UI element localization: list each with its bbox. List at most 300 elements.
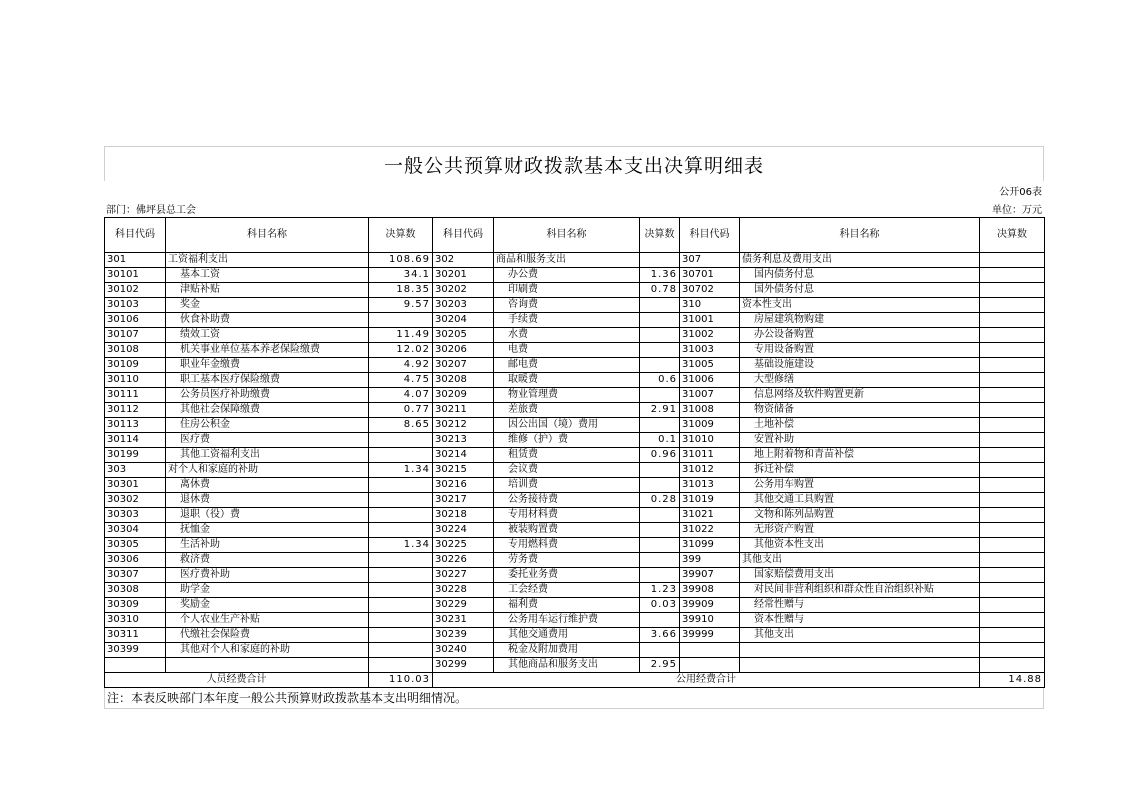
subject-code-1: 30301: [105, 478, 166, 493]
subject-code-1: 30109: [105, 358, 166, 373]
public-total-value: 14.88: [980, 673, 1045, 688]
subject-code-3: 39907: [680, 568, 740, 583]
table-row: [105, 418, 1045, 433]
final-amount-1: [369, 448, 433, 463]
subject-code-3: 31005: [680, 358, 740, 373]
subject-name-1: 职业年金缴费: [166, 358, 369, 373]
final-amount-1: 34.1: [369, 268, 433, 283]
subject-code-2: 30207: [433, 358, 494, 373]
final-amount-1: 9.57: [369, 298, 433, 313]
subject-name-2: 取暖费: [494, 373, 640, 388]
final-amount-2: [640, 478, 680, 493]
table-row: [105, 433, 1045, 448]
subject-name-2: 委托业务费: [494, 568, 640, 583]
final-amount-2: 2.91: [640, 403, 680, 418]
final-amount-3: [980, 583, 1045, 598]
final-amount-2: [640, 388, 680, 403]
table-row: [105, 538, 1045, 553]
totals-row: [105, 673, 1045, 688]
subject-code-2: 30229: [433, 598, 494, 613]
final-amount-3: [980, 253, 1045, 268]
subject-code-1: 30304: [105, 523, 166, 538]
final-amount-2: 0.1: [640, 433, 680, 448]
subject-code-1: 30101: [105, 268, 166, 283]
subject-name-1: 救济费: [166, 553, 369, 568]
table-row: [105, 643, 1045, 658]
final-amount-2: [640, 523, 680, 538]
table-row: [105, 343, 1045, 358]
table-row: [105, 613, 1045, 628]
subject-code-2: 30228: [433, 583, 494, 598]
header-code-1: 科目代码: [105, 218, 166, 253]
final-amount-3: [980, 658, 1045, 673]
subject-code-2: 30227: [433, 568, 494, 583]
subject-name-1: 基本工资: [166, 268, 369, 283]
final-amount-2: 0.78: [640, 283, 680, 298]
final-amount-2: 0.6: [640, 373, 680, 388]
subject-name-1: 职工基本医疗保险缴费: [166, 373, 369, 388]
subject-name-1: 津贴补贴: [166, 283, 369, 298]
final-amount-2: [640, 508, 680, 523]
subject-code-3: 39908: [680, 583, 740, 598]
meta-row: [104, 199, 1044, 217]
final-amount-3: [980, 628, 1045, 643]
title-row: [104, 146, 1044, 181]
final-amount-1: 12.02: [369, 343, 433, 358]
table-row: [105, 448, 1045, 463]
table-row: [105, 463, 1045, 478]
subject-code-2: 30216: [433, 478, 494, 493]
subject-name-1: 工资福利支出: [166, 253, 369, 268]
subject-name-2: 差旅费: [494, 403, 640, 418]
subject-name-2: 公务接待费: [494, 493, 640, 508]
page-title: 一般公共预算财政拨款基本支出决算明细表: [383, 154, 764, 177]
table-row: [105, 523, 1045, 538]
subject-name-3: 拆迁补偿: [740, 463, 980, 478]
final-amount-3: [980, 568, 1045, 583]
table-row: [105, 493, 1045, 508]
table-row: [105, 403, 1045, 418]
subject-code-2: 302: [433, 253, 494, 268]
table-row: [105, 283, 1045, 298]
subject-name-3: 基础设施建设: [740, 358, 980, 373]
subject-code-3: 31003: [680, 343, 740, 358]
final-amount-3: [980, 538, 1045, 553]
subject-code-2: 30205: [433, 328, 494, 343]
final-amount-1: 4.07: [369, 388, 433, 403]
final-amount-2: 1.23: [640, 583, 680, 598]
final-amount-2: [640, 343, 680, 358]
subject-code-2: 30203: [433, 298, 494, 313]
final-amount-3: [980, 463, 1045, 478]
subject-name-1: 生活补助: [166, 538, 369, 553]
subject-name-3: 国外债务付息: [740, 283, 980, 298]
final-amount-1: [369, 583, 433, 598]
subject-code-3: 31009: [680, 418, 740, 433]
subject-name-1: 医疗费: [166, 433, 369, 448]
subject-code-3: 307: [680, 253, 740, 268]
unit-label: 单位：万元: [992, 204, 1042, 216]
final-amount-3: [980, 298, 1045, 313]
final-amount-2: [640, 538, 680, 553]
subject-code-3: 30702: [680, 283, 740, 298]
final-amount-2: [640, 553, 680, 568]
subject-code-3: [680, 658, 740, 673]
table-header-row: [105, 218, 1045, 253]
subject-name-2: 税金及附加费用: [494, 643, 640, 658]
subject-code-3: 31012: [680, 463, 740, 478]
final-amount-2: [640, 298, 680, 313]
subject-code-1: 30307: [105, 568, 166, 583]
subject-name-2: 水费: [494, 328, 640, 343]
final-amount-3: [980, 493, 1045, 508]
subject-code-2: 30204: [433, 313, 494, 328]
subject-code-2: 30240: [433, 643, 494, 658]
subject-name-1: 其他工资福利支出: [166, 448, 369, 463]
final-amount-2: [640, 463, 680, 478]
form-number: 公开06表: [999, 186, 1042, 198]
final-amount-1: 1.34: [369, 538, 433, 553]
subject-code-3: 30701: [680, 268, 740, 283]
subject-code-2: 30225: [433, 538, 494, 553]
final-amount-2: [640, 253, 680, 268]
final-amount-2: [640, 328, 680, 343]
final-amount-1: [369, 433, 433, 448]
table-row: [105, 628, 1045, 643]
personnel-total-label: 人员经费合计: [105, 673, 369, 688]
expenditure-table: [104, 217, 1045, 688]
subject-code-3: 31006: [680, 373, 740, 388]
final-amount-3: [980, 598, 1045, 613]
subject-name-3: 专用设备购置: [740, 343, 980, 358]
subject-name-2: 公务用车运行维护费: [494, 613, 640, 628]
subject-code-1: 30308: [105, 583, 166, 598]
table-row: [105, 478, 1045, 493]
subject-name-2: 被装购置费: [494, 523, 640, 538]
final-amount-3: [980, 478, 1045, 493]
subject-code-3: 31021: [680, 508, 740, 523]
subject-code-1: 30199: [105, 448, 166, 463]
subject-code-1: 30306: [105, 553, 166, 568]
subject-name-1: 公务员医疗补助缴费: [166, 388, 369, 403]
table-row: [105, 553, 1045, 568]
final-amount-3: [980, 373, 1045, 388]
subject-name-1: 抚恤金: [166, 523, 369, 538]
final-amount-1: [369, 553, 433, 568]
subject-name-2: 咨询费: [494, 298, 640, 313]
subject-code-3: 399: [680, 553, 740, 568]
final-amount-1: [369, 508, 433, 523]
subject-code-2: 30214: [433, 448, 494, 463]
final-amount-2: [640, 613, 680, 628]
table-row: [105, 373, 1045, 388]
subject-name-3: 其他支出: [740, 628, 980, 643]
subject-name-3: 国内债务付息: [740, 268, 980, 283]
table-row: [105, 268, 1045, 283]
subject-code-3: 31002: [680, 328, 740, 343]
final-amount-3: [980, 613, 1045, 628]
final-amount-1: [369, 613, 433, 628]
header-amount-1: 决算数: [369, 218, 433, 253]
subject-code-3: 31007: [680, 388, 740, 403]
subject-code-1: 30303: [105, 508, 166, 523]
subject-code-1: 30302: [105, 493, 166, 508]
subject-name-3: 安置补助: [740, 433, 980, 448]
subject-code-1: 30102: [105, 283, 166, 298]
final-amount-1: [369, 478, 433, 493]
subject-name-2: 福利费: [494, 598, 640, 613]
final-amount-2: [640, 643, 680, 658]
final-amount-2: 1.36: [640, 268, 680, 283]
final-amount-3: [980, 268, 1045, 283]
subject-name-3: 资本性赠与: [740, 613, 980, 628]
subject-name-2: 培训费: [494, 478, 640, 493]
subject-code-2: 30211: [433, 403, 494, 418]
subject-code-2: 30231: [433, 613, 494, 628]
subject-code-1: 30107: [105, 328, 166, 343]
subject-name-2: 邮电费: [494, 358, 640, 373]
subject-name-2: 会议费: [494, 463, 640, 478]
final-amount-2: [640, 358, 680, 373]
subject-name-3: 房屋建筑物购建: [740, 313, 980, 328]
final-amount-3: [980, 283, 1045, 298]
final-amount-3: [980, 328, 1045, 343]
final-amount-1: [369, 598, 433, 613]
budget-sheet: [104, 146, 1044, 709]
table-row: [105, 583, 1045, 598]
subject-code-1: 30311: [105, 628, 166, 643]
form-number-row: [104, 181, 1044, 199]
subject-name-1: 退职（役）费: [166, 508, 369, 523]
final-amount-3: [980, 448, 1045, 463]
final-amount-3: [980, 433, 1045, 448]
final-amount-2: [640, 418, 680, 433]
subject-name-1: 助学金: [166, 583, 369, 598]
subject-name-2: 专用燃料费: [494, 538, 640, 553]
subject-name-3: 文物和陈列品购置: [740, 508, 980, 523]
header-name-1: 科目名称: [166, 218, 369, 253]
final-amount-1: 8.65: [369, 418, 433, 433]
subject-name-2: 手续费: [494, 313, 640, 328]
final-amount-3: [980, 358, 1045, 373]
final-amount-1: 0.77: [369, 403, 433, 418]
final-amount-1: [369, 568, 433, 583]
subject-code-2: 30213: [433, 433, 494, 448]
final-amount-3: [980, 343, 1045, 358]
table-body: [105, 253, 1045, 673]
subject-code-3: 39999: [680, 628, 740, 643]
table-row: [105, 658, 1045, 673]
subject-code-1: 30310: [105, 613, 166, 628]
subject-name-3: 其他资本性支出: [740, 538, 980, 553]
subject-name-3: 公务用车购置: [740, 478, 980, 493]
header-code-2: 科目代码: [433, 218, 494, 253]
subject-name-2: 其他商品和服务支出: [494, 658, 640, 673]
header-name-3: 科目名称: [740, 218, 980, 253]
subject-code-3: 31010: [680, 433, 740, 448]
subject-name-1: 奖金: [166, 298, 369, 313]
subject-name-2: 印刷费: [494, 283, 640, 298]
subject-code-1: 30305: [105, 538, 166, 553]
subject-name-1: 代缴社会保险费: [166, 628, 369, 643]
subject-name-3: 无形资产购置: [740, 523, 980, 538]
subject-code-2: 30208: [433, 373, 494, 388]
subject-code-1: 30113: [105, 418, 166, 433]
final-amount-2: 3.66: [640, 628, 680, 643]
subject-code-3: 310: [680, 298, 740, 313]
subject-name-2: 租赁费: [494, 448, 640, 463]
subject-code-2: 30226: [433, 553, 494, 568]
subject-name-1: 机关事业单位基本养老保险缴费: [166, 343, 369, 358]
subject-code-1: 30114: [105, 433, 166, 448]
subject-name-3: 办公设备购置: [740, 328, 980, 343]
subject-name-2: 电费: [494, 343, 640, 358]
final-amount-1: 11.49: [369, 328, 433, 343]
subject-name-1: 个人农业生产补贴: [166, 613, 369, 628]
final-amount-1: [369, 628, 433, 643]
final-amount-1: 108.69: [369, 253, 433, 268]
final-amount-2: 2.95: [640, 658, 680, 673]
subject-name-2: 专用材料费: [494, 508, 640, 523]
subject-code-3: 31019: [680, 493, 740, 508]
final-amount-3: [980, 388, 1045, 403]
subject-code-1: 30110: [105, 373, 166, 388]
subject-code-2: 30212: [433, 418, 494, 433]
subject-code-2: 30215: [433, 463, 494, 478]
header-name-2: 科目名称: [494, 218, 640, 253]
subject-name-2: 劳务费: [494, 553, 640, 568]
table-row: [105, 253, 1045, 268]
subject-name-1: 退休费: [166, 493, 369, 508]
subject-code-2: 30218: [433, 508, 494, 523]
final-amount-3: [980, 643, 1045, 658]
subject-name-1: 离休费: [166, 478, 369, 493]
subject-name-3: 土地补偿: [740, 418, 980, 433]
final-amount-2: 0.96: [640, 448, 680, 463]
table-row: [105, 388, 1045, 403]
header-code-3: 科目代码: [680, 218, 740, 253]
footnote: 注：本表反映部门本年度一般公共预算财政拨款基本支出明细情况。: [104, 688, 1044, 709]
final-amount-2: 0.28: [640, 493, 680, 508]
subject-name-3: 地上附着物和青苗补偿: [740, 448, 980, 463]
subject-code-3: [680, 643, 740, 658]
subject-code-1: 30399: [105, 643, 166, 658]
table-row: [105, 313, 1045, 328]
subject-code-3: 31001: [680, 313, 740, 328]
subject-code-2: 30217: [433, 493, 494, 508]
final-amount-3: [980, 313, 1045, 328]
subject-name-1: 其他社会保障缴费: [166, 403, 369, 418]
subject-name-1: 其他对个人和家庭的补助: [166, 643, 369, 658]
table-row: [105, 568, 1045, 583]
subject-code-1: [105, 658, 166, 673]
subject-name-1: 对个人和家庭的补助: [166, 463, 369, 478]
final-amount-2: 0.03: [640, 598, 680, 613]
table-row: [105, 598, 1045, 613]
subject-code-1: 301: [105, 253, 166, 268]
subject-code-2: 30209: [433, 388, 494, 403]
subject-code-2: 30201: [433, 268, 494, 283]
final-amount-2: [640, 568, 680, 583]
subject-name-2: 因公出国（境）费用: [494, 418, 640, 433]
final-amount-1: 4.92: [369, 358, 433, 373]
subject-code-1: 30108: [105, 343, 166, 358]
subject-code-1: 30103: [105, 298, 166, 313]
final-amount-1: 1.34: [369, 463, 433, 478]
final-amount-3: [980, 508, 1045, 523]
subject-name-3: 对民间非营利组织和群众性自治组织补贴: [740, 583, 980, 598]
subject-name-2: 物业管理费: [494, 388, 640, 403]
final-amount-3: [980, 403, 1045, 418]
department-label: 部门：佛坪县总工会: [106, 204, 196, 216]
subject-name-3: 物资储备: [740, 403, 980, 418]
final-amount-1: [369, 493, 433, 508]
subject-name-3: [740, 643, 980, 658]
subject-name-3: 其他交通工具购置: [740, 493, 980, 508]
subject-code-2: 30202: [433, 283, 494, 298]
subject-name-1: [166, 658, 369, 673]
subject-code-3: 31022: [680, 523, 740, 538]
final-amount-1: [369, 523, 433, 538]
subject-name-2: 工会经费: [494, 583, 640, 598]
header-amount-2: 决算数: [640, 218, 680, 253]
subject-code-1: 30106: [105, 313, 166, 328]
subject-name-2: 办公费: [494, 268, 640, 283]
public-total-label: 公用经费合计: [433, 673, 980, 688]
subject-code-3: 31008: [680, 403, 740, 418]
subject-name-1: 绩效工资: [166, 328, 369, 343]
subject-code-1: 30112: [105, 403, 166, 418]
final-amount-1: 18.35: [369, 283, 433, 298]
final-amount-1: [369, 313, 433, 328]
personnel-total-value: 110.03: [369, 673, 433, 688]
subject-code-2: 30206: [433, 343, 494, 358]
final-amount-2: [640, 313, 680, 328]
subject-code-1: 303: [105, 463, 166, 478]
subject-name-3: 国家赔偿费用支出: [740, 568, 980, 583]
subject-name-3: 债务利息及费用支出: [740, 253, 980, 268]
subject-code-2: 30224: [433, 523, 494, 538]
subject-name-2: 其他交通费用: [494, 628, 640, 643]
final-amount-3: [980, 418, 1045, 433]
subject-name-3: [740, 658, 980, 673]
subject-name-3: 其他支出: [740, 553, 980, 568]
subject-code-3: 39910: [680, 613, 740, 628]
subject-code-2: 30299: [433, 658, 494, 673]
final-amount-3: [980, 523, 1045, 538]
table-row: [105, 298, 1045, 313]
subject-code-1: 30309: [105, 598, 166, 613]
final-amount-1: [369, 658, 433, 673]
subject-name-3: 经常性赠与: [740, 598, 980, 613]
subject-name-1: 住房公积金: [166, 418, 369, 433]
subject-name-2: 维修（护）费: [494, 433, 640, 448]
subject-name-3: 大型修缮: [740, 373, 980, 388]
final-amount-3: [980, 553, 1045, 568]
subject-code-3: 31011: [680, 448, 740, 463]
subject-name-1: 伙食补助费: [166, 313, 369, 328]
subject-name-1: 医疗费补助: [166, 568, 369, 583]
subject-name-3: 信息网络及软件购置更新: [740, 388, 980, 403]
final-amount-1: [369, 643, 433, 658]
table-row: [105, 358, 1045, 373]
subject-code-3: 31099: [680, 538, 740, 553]
final-amount-1: 4.75: [369, 373, 433, 388]
table-row: [105, 508, 1045, 523]
subject-code-3: 39909: [680, 598, 740, 613]
subject-code-2: 30239: [433, 628, 494, 643]
subject-code-3: 31013: [680, 478, 740, 493]
